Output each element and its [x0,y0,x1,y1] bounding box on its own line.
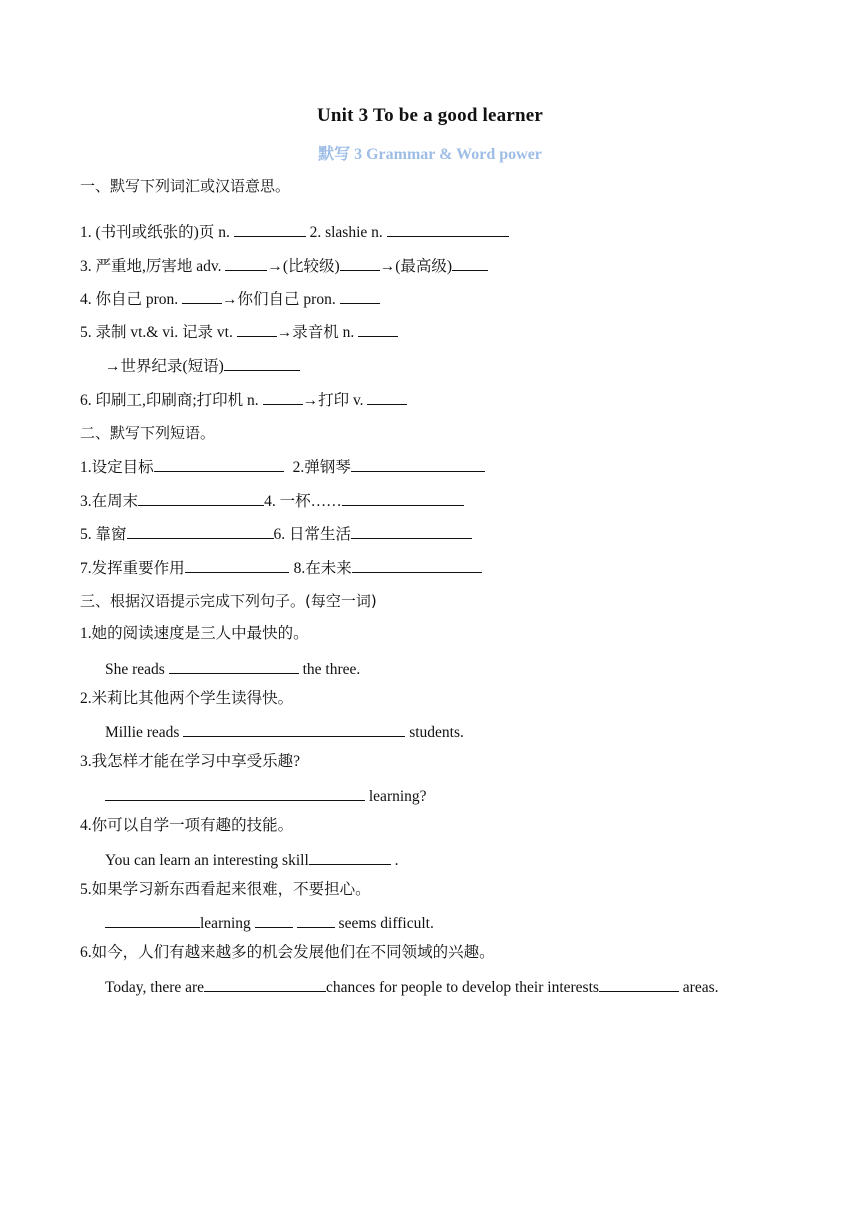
phrase-line-3 [80,523,472,545]
blank[interactable] [105,912,200,928]
blank[interactable] [225,255,267,271]
blank[interactable] [234,221,306,237]
blank[interactable] [351,456,485,472]
phrase-6: 6. 日常生活 [273,526,352,543]
q4-text-b: . [390,852,399,869]
blank[interactable] [263,389,303,405]
vocab-line-5b [105,355,300,377]
blank[interactable] [351,523,472,539]
vocab-line-6 [80,389,407,411]
blank[interactable] [127,523,274,539]
blank[interactable] [340,288,380,304]
blank[interactable] [183,721,405,737]
question-6-english [105,976,719,998]
phrase-1: 1.设定目标 [80,459,154,476]
blank[interactable] [105,785,365,801]
blank[interactable] [342,490,464,506]
page-subtitle: 默写 3 Grammar & Word power [318,146,542,163]
phrase-7: 7.发挥重要作用 [80,560,185,577]
vocab-2-text: 2. slashie n. [305,224,387,241]
vocab-5-recorder: →录音机 n. [276,324,359,341]
question-3-chinese: 3.我怎样才能在学习中享受乐趣? [80,753,301,770]
phrase-2: 2.弹钢琴 [292,459,351,476]
question-2-english [105,721,464,743]
vocab-1-text: 1. (书刊或纸张的)页 n. [80,224,234,241]
blank[interactable] [138,490,264,506]
vocab-6-print: →打印 v. [302,392,368,409]
blank[interactable] [599,976,679,992]
blank[interactable] [237,321,277,337]
vocab-3-text: 3. 严重地,厉害地 adv. [80,258,226,275]
vocab-5-text: 5. 录制 vt.& vi. 记录 vt. [80,324,237,341]
q5-text-b: seems difficult. [334,915,434,932]
section-3-heading: 三、根据汉语提示完成下列句子。(每空一词) [80,592,377,610]
blank[interactable] [297,912,335,928]
vocab-line-1 [80,221,509,243]
q2-text-b: students. [405,724,464,741]
vocab-6-text: 6. 印刷工,印刷商;打印机 n. [80,392,263,409]
q1-text-a: She reads [105,661,169,678]
phrase-4: 4. 一杯…… [264,493,342,510]
q6-text-b: chances for people to develop their interests [326,979,599,996]
question-3-english [105,785,427,807]
blank[interactable] [154,456,284,472]
vocab-4-plural: →你们自己 pron. [222,291,340,308]
blank[interactable] [224,355,300,371]
blank[interactable] [204,976,326,992]
question-2-chinese: 2.米莉比其他两个学生读得快。 [80,690,294,707]
vocab-5-world-record: →世界纪录(短语) [105,358,224,375]
phrase-line-2 [80,490,464,512]
q3-text-b: learning? [365,788,427,805]
phrase-5: 5. 靠窗 [80,526,127,543]
blank[interactable] [185,557,289,573]
vocab-line-3 [80,255,488,277]
q1-text-b: the three. [298,661,361,678]
blank[interactable] [352,557,482,573]
blank[interactable] [387,221,509,237]
question-5-english [105,912,434,934]
blank[interactable] [340,255,380,271]
vocab-line-4 [80,288,380,310]
phrase-3: 3.在周末 [80,493,139,510]
question-1-english [105,658,360,680]
question-5-chinese: 5.如果学习新东西看起来很难，不要担心。 [80,881,371,898]
vocab-3-superlative: →(最高级) [379,258,453,275]
blank[interactable] [309,849,391,865]
question-4-english [105,849,399,871]
q2-text-a: Millie reads [105,724,184,741]
q4-text-a: You can learn an interesting skill [105,852,309,869]
vocab-3-comparative: →(比较级) [267,258,340,275]
vocab-4-text: 4. 你自己 pron. [80,291,183,308]
q6-text-a: Today, there are [105,979,205,996]
blank[interactable] [182,288,222,304]
phrase-8: 8.在未来 [293,560,352,577]
phrase-line-1 [80,456,485,478]
blank[interactable] [255,912,293,928]
question-1-chinese: 1.她的阅读速度是三人中最快的。 [80,625,309,642]
section-2-heading: 二、默写下列短语。 [80,424,216,442]
blank[interactable] [358,321,398,337]
question-4-chinese: 4.你可以自学一项有趣的技能。 [80,817,294,834]
question-6-chinese: 6.如今，人们有越来越多的机会发展他们在不同领域的兴趣。 [80,944,495,961]
q6-text-c: areas. [678,979,719,996]
section-1-heading: 一、默写下列词汇或汉语意思。 [80,177,291,195]
phrase-line-4 [80,557,482,579]
vocab-line-5 [80,321,398,343]
page-title: Unit 3 To be a good learner [316,105,544,126]
q5-text-a: learning [200,915,255,932]
blank[interactable] [452,255,488,271]
blank[interactable] [169,658,299,674]
blank[interactable] [367,389,407,405]
